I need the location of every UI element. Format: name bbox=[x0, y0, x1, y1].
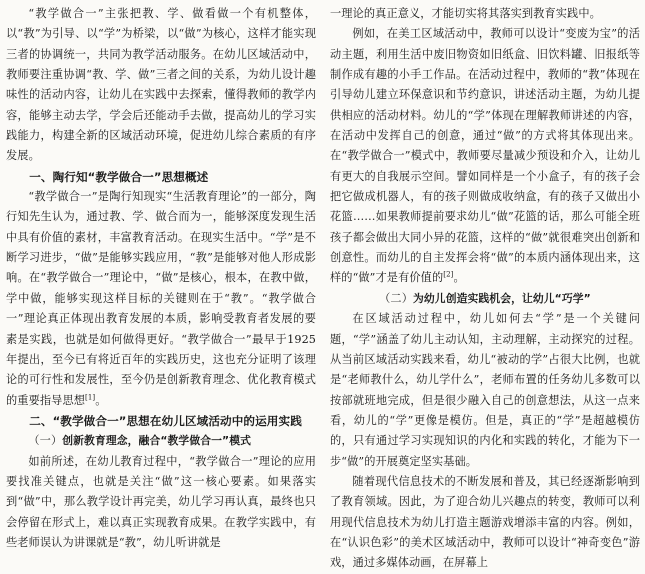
left-column bbox=[6, 4, 316, 553]
section-heading: 二、“教学做合一”思想在幼儿区域活动中的运用实践 bbox=[29, 413, 302, 428]
citation-ref: [2] bbox=[443, 270, 454, 279]
paragraph-text: “教学做合一”是陶行知现实“生活教育理论”的一部分，陶行知先生认为，通过教、学、做合而为一，能够深度发现生活中具有价值的素材，丰富教育活动。在现实生活中。“学”是不断学习进步，“做”是能够实践应用，“教”是能够对他人形成影响。在“教学做合一”理论中，“做”是核心，根本，在教中做，学中做，能够实现这样目标的关键则在于“教”。“教学做合一”理论真正体现出教育发展的本质，影响受教育者发展的要素是实践，也就是如何做得更好。“教学做合一”最早于1925年提出，至今已有将近百年的实践历史，这也充分证明了该理论的可行性和发展性，至今仍是创新教育理念、优化教育模式的重要指导思想 bbox=[6, 190, 317, 407]
subsection-title: 创新教育理念，融合“教学做合一”模式 bbox=[62, 434, 252, 448]
subsection-number: （二） bbox=[379, 291, 414, 305]
paragraph: 在区域活动过程中，幼儿如何去“学”是一个关键问题，“学”涵盖了幼儿主动认知，主动理解，主动探究的过程。从当前区域活动实践来看，幼儿“被动的学”占很大比例，也就是“老师教什么，幼儿学什么”，老师布置的任务幼儿多数可以按部就班地完成，但是很少融入自己的创意想法，从这一点来看，幼儿的“学”更像是模仿。但是，真正的“学”是超越模仿的，只有通过学习实现知识的内化和实践的转化，才能为下一步“做”的开展奠定坚实基础。 bbox=[330, 312, 640, 468]
paragraph: 随着现代信息技术的不断发展和普及，其已经逐渐影响到了教育领域。因此，为了迎合幼儿兴趣点的转变，教师可以利用现代信息技术为幼儿打造主题游戏增添丰富的内容。例如，在“认识色彩”的美术区域活动中，教师可以设计“神奇变色”游戏，通过多媒体动画，在屏幕上 bbox=[330, 474, 640, 570]
section-heading: 一、陶行知“教学做合一”思想概述 bbox=[29, 169, 209, 184]
paragraph bbox=[6, 187, 316, 411]
citation-ref: [1] bbox=[85, 392, 96, 401]
subsection-heading bbox=[330, 289, 640, 309]
subsection-heading bbox=[6, 431, 316, 451]
paragraph: 如前所述，在幼儿教育过程中，“教学做合一”理论的应用要找准关键点，也就是关注“做”这一核心要素。如果落实到“做”中，那么教学设计再完美，幼儿学习再认真，最终也只会停留在形式上，难以真正实现教育成果。在教学实践中，有些老师误认为讲课就是“教”，幼儿听讲就是 bbox=[6, 454, 316, 549]
right-column bbox=[330, 4, 640, 574]
subsection-title: 为幼儿创造实践机会，让幼儿“巧学” bbox=[413, 291, 591, 305]
paragraph-end: 。 bbox=[453, 271, 465, 285]
paragraph-end: 。 bbox=[95, 393, 107, 407]
paragraph: 一理论的真正意义，才能切实将其落实到教育实践中。 bbox=[330, 7, 601, 20]
paragraph: “教学做合一”主张把教、学、做看做一个有机整体，以“教”为引导、以“学”为桥梁，以“做”为核心，这样才能实现三者的协调统一，共同为教学活动服务。在幼儿区域活动中，教师要注重协调“教、学、做”三者之间的关系，为幼儿设计趣味性的活动内容，让幼儿在实践中去探索，懂得教师的教学内容，能够主动去学，学会后还能动手去做，提高幼儿的学习实践能力，构建全新的区域活动环境，促进幼儿综合素质的有序发展。 bbox=[6, 7, 316, 163]
paragraph bbox=[330, 24, 640, 288]
subsection-number: （一） bbox=[28, 434, 63, 448]
paragraph-text: 例如，在美工区域活动中，教师可以设计“变废为宝”的活动主题，利用生活中废旧物资如旧纸盒、旧饮料罐、旧报纸等制作成有趣的小手工作品。在活动过程中，教师的“教”体现在引导幼儿建立环保意识和节约意识，讲述活动主题，为幼儿提供相应的活动材料。幼儿的“学”体现在理解教师讲述的内容，在活动中发挥自己的创意，通过“做”的方式将其体现出来。在“教学做合一”模式中，教师要尽量减少预设和介入，让幼儿有更大的自我展示空间。譬如同样是一个小盒子，有的孩子会把它做成机器人，有的孩子则做成收纳盒，有的孩子又做出小花篮……如果教师提前要求幼儿“做”花篮的话，那么可能全班孩子都会做出大同小异的花篮，这样的“做”就很难突出创新和创意性。而幼儿的自主发挥会将“做”的本质内涵体现出来，这样的“做”才是有价值的 bbox=[330, 27, 640, 285]
